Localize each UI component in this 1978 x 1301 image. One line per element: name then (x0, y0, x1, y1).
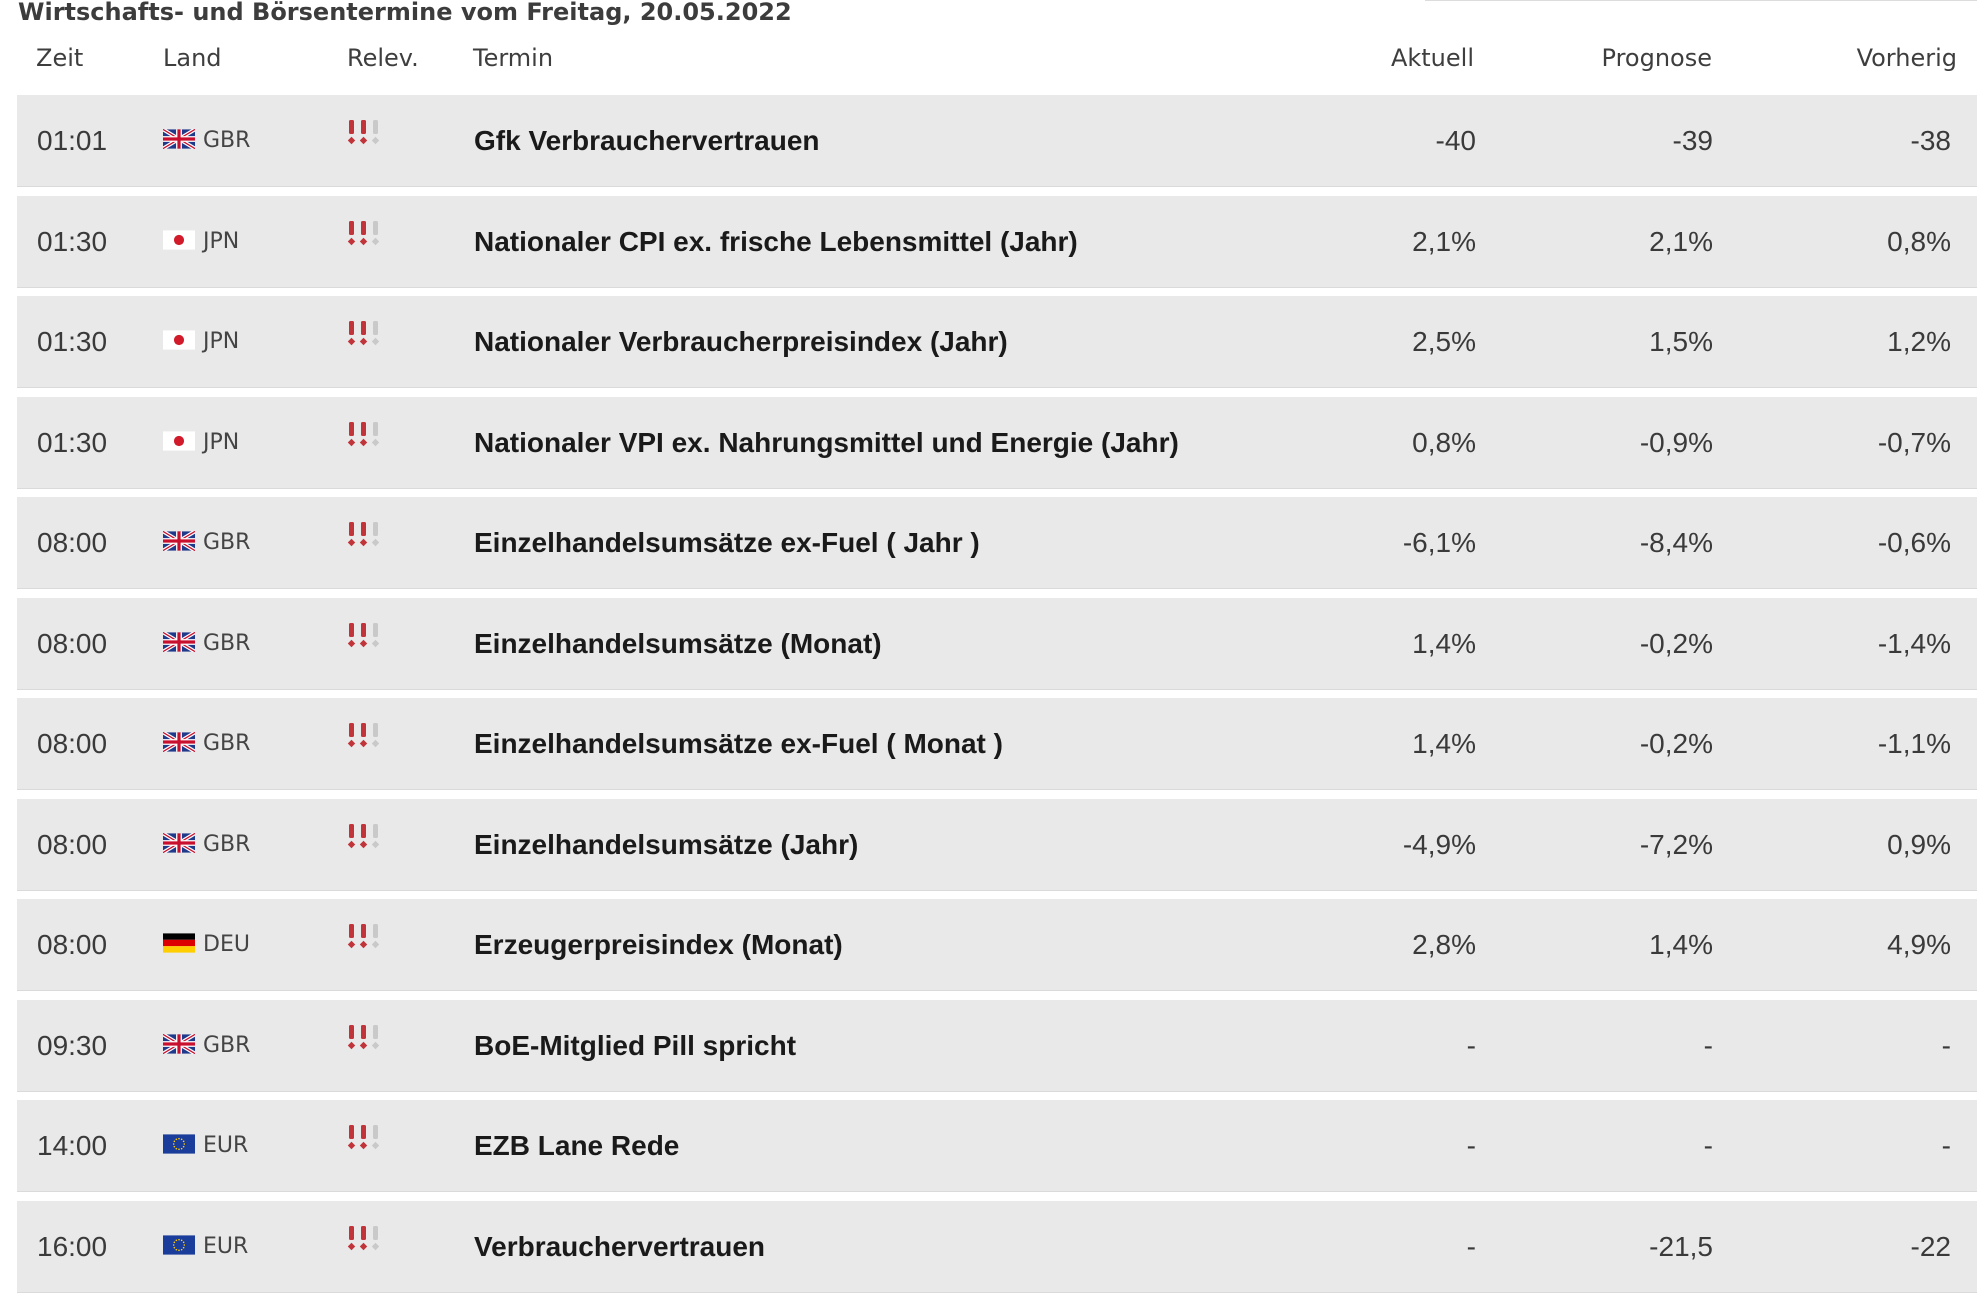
row-event-title[interactable]: Verbrauchervertrauen (474, 1230, 766, 1262)
row-actual-value: - (1466, 1130, 1476, 1161)
row-forecast-value: 1,4% (1649, 929, 1713, 960)
page-title: Wirtschafts- und Börsentermine vom Freitag, 20.05.2022 (18, 0, 792, 26)
row-actual-value: 0,8% (1412, 426, 1476, 458)
row-forecast-value: -0,9% (1639, 426, 1713, 458)
row-country: GBR (203, 128, 251, 153)
row-forecast-value: -7,2% (1639, 828, 1713, 860)
row-previous-value: - (1941, 1029, 1951, 1061)
row-time: 14:00 (37, 1130, 108, 1161)
row-time: 01:30 (37, 426, 108, 458)
row-country: GBR (203, 831, 251, 857)
row-event-title[interactable]: Einzelhandelsumsätze ex-Fuel ( Jahr ) (474, 527, 980, 558)
row-forecast-value: -21,5 (1649, 1230, 1713, 1262)
row-event-title[interactable]: Einzelhandelsumsätze (Jahr) (474, 828, 859, 860)
relevance-icon (347, 1226, 387, 1252)
relevance-icon (347, 221, 387, 247)
relevance-icon (347, 924, 387, 950)
relevance-icon (347, 120, 387, 146)
row-country: JPN (203, 228, 240, 254)
table-row[interactable] (17, 497, 1977, 589)
row-country: GBR (203, 630, 251, 656)
eu-flag-icon (163, 1235, 195, 1255)
row-time: 08:00 (37, 627, 108, 659)
row-event-title[interactable]: Nationaler VPI ex. Nahrungsmittel und Energie (Jahr) (474, 426, 1179, 458)
table-row[interactable] (17, 296, 1977, 388)
row-event-title[interactable]: Einzelhandelsumsätze (Monat) (474, 627, 882, 659)
row-event-title[interactable]: Gfk Verbrauchervertrauen (474, 125, 820, 156)
relevance-icon (347, 1125, 387, 1151)
table-row[interactable] (17, 95, 1977, 187)
row-previous-value: 0,8% (1887, 225, 1951, 257)
row-actual-value: 2,1% (1412, 225, 1476, 257)
header-prognose[interactable]: Prognose (1601, 44, 1712, 72)
header-land[interactable]: Land (163, 44, 222, 72)
row-time: 08:00 (37, 929, 108, 960)
relevance-icon (347, 522, 387, 548)
relevance-icon (347, 723, 387, 749)
row-time: 08:00 (37, 828, 108, 860)
row-actual-value: - (1466, 1029, 1476, 1061)
row-previous-value: -0,7% (1877, 426, 1951, 458)
row-previous-value: 1,2% (1887, 326, 1951, 357)
row-actual-value: 1,4% (1412, 728, 1476, 759)
row-forecast-value: 1,5% (1649, 326, 1713, 357)
row-event-title[interactable]: Einzelhandelsumsätze ex-Fuel ( Monat ) (474, 728, 1003, 759)
row-actual-value: - (1466, 1230, 1476, 1262)
header-vorherig[interactable]: Vorherig (1856, 44, 1957, 72)
japan-flag-icon (163, 431, 195, 451)
row-event-title[interactable]: Nationaler CPI ex. frische Lebensmittel (Jahr) (474, 225, 1078, 257)
row-actual-value: -4,9% (1402, 828, 1476, 860)
row-country: GBR (203, 530, 251, 555)
row-forecast-value: 2,1% (1649, 225, 1713, 257)
relevance-icon (347, 824, 387, 850)
relevance-icon (347, 321, 387, 347)
row-time: 09:30 (37, 1029, 108, 1061)
event-table (17, 95, 1977, 1301)
row-event-title[interactable]: Nationaler Verbraucherpreisindex (Jahr) (474, 326, 1008, 357)
table-row[interactable] (17, 899, 1977, 991)
row-country: EUR (203, 1133, 249, 1158)
table-header (17, 38, 1977, 82)
row-country: DEU (203, 932, 250, 957)
uk-flag-icon (163, 833, 195, 853)
germany-flag-icon (163, 933, 195, 953)
table-row[interactable] (17, 698, 1977, 790)
row-actual-value: 2,5% (1412, 326, 1476, 357)
row-previous-value: - (1941, 1130, 1951, 1161)
row-event-title[interactable]: Erzeugerpreisindex (Monat) (474, 929, 843, 960)
uk-flag-icon (163, 632, 195, 652)
row-country: GBR (203, 1032, 251, 1058)
table-row[interactable] (17, 1100, 1977, 1192)
row-forecast-value: -39 (1672, 125, 1713, 156)
header-aktuell[interactable]: Aktuell (1390, 44, 1474, 72)
relevance-icon (347, 422, 387, 448)
japan-flag-icon (163, 230, 195, 250)
row-previous-value: -1,4% (1877, 627, 1951, 659)
row-previous-value: -1,1% (1877, 728, 1951, 759)
row-time: 01:01 (37, 125, 108, 156)
table-row[interactable] (17, 799, 1977, 891)
row-previous-value: 0,9% (1887, 828, 1951, 860)
row-country: JPN (203, 429, 240, 455)
eu-flag-icon (163, 1134, 195, 1154)
header-termin[interactable]: Termin (473, 44, 554, 72)
row-previous-value: 4,9% (1887, 929, 1951, 960)
row-previous-value: -0,6% (1877, 527, 1951, 558)
table-row[interactable] (17, 1201, 1977, 1293)
row-country: JPN (203, 329, 240, 354)
row-actual-value: -40 (1435, 125, 1476, 156)
row-forecast-value: -0,2% (1639, 728, 1713, 759)
row-forecast-value: - (1703, 1029, 1713, 1061)
top-divider (1425, 0, 1977, 1)
table-row[interactable] (17, 598, 1977, 690)
row-event-title[interactable]: BoE-Mitglied Pill spricht (474, 1029, 797, 1061)
row-previous-value: -22 (1910, 1230, 1951, 1262)
relevance-icon (347, 623, 387, 649)
row-time: 08:00 (37, 527, 108, 558)
row-country: EUR (203, 1233, 249, 1259)
row-time: 01:30 (37, 326, 108, 357)
row-forecast-value: -0,2% (1639, 627, 1713, 659)
relevance-icon (347, 1025, 387, 1051)
row-forecast-value: -8,4% (1639, 527, 1713, 558)
table-row[interactable] (17, 397, 1977, 489)
table-row[interactable] (17, 1000, 1977, 1092)
row-actual-value: -6,1% (1402, 527, 1476, 558)
row-previous-value: -38 (1910, 125, 1951, 156)
table-row[interactable] (17, 196, 1977, 288)
row-time: 01:30 (37, 225, 108, 257)
header-relevanz[interactable]: Relev. (347, 44, 419, 72)
row-event-title[interactable]: EZB Lane Rede (474, 1130, 680, 1161)
japan-flag-icon (163, 330, 195, 350)
uk-flag-icon (163, 732, 195, 752)
header-zeit[interactable]: Zeit (36, 44, 84, 72)
row-time: 16:00 (37, 1230, 108, 1262)
row-actual-value: 1,4% (1412, 627, 1476, 659)
uk-flag-icon (163, 1034, 195, 1054)
row-actual-value: 2,8% (1412, 929, 1476, 960)
row-time: 08:00 (37, 728, 108, 759)
uk-flag-icon (163, 129, 195, 149)
uk-flag-icon (163, 531, 195, 551)
row-forecast-value: - (1703, 1130, 1713, 1161)
row-country: GBR (203, 731, 251, 756)
